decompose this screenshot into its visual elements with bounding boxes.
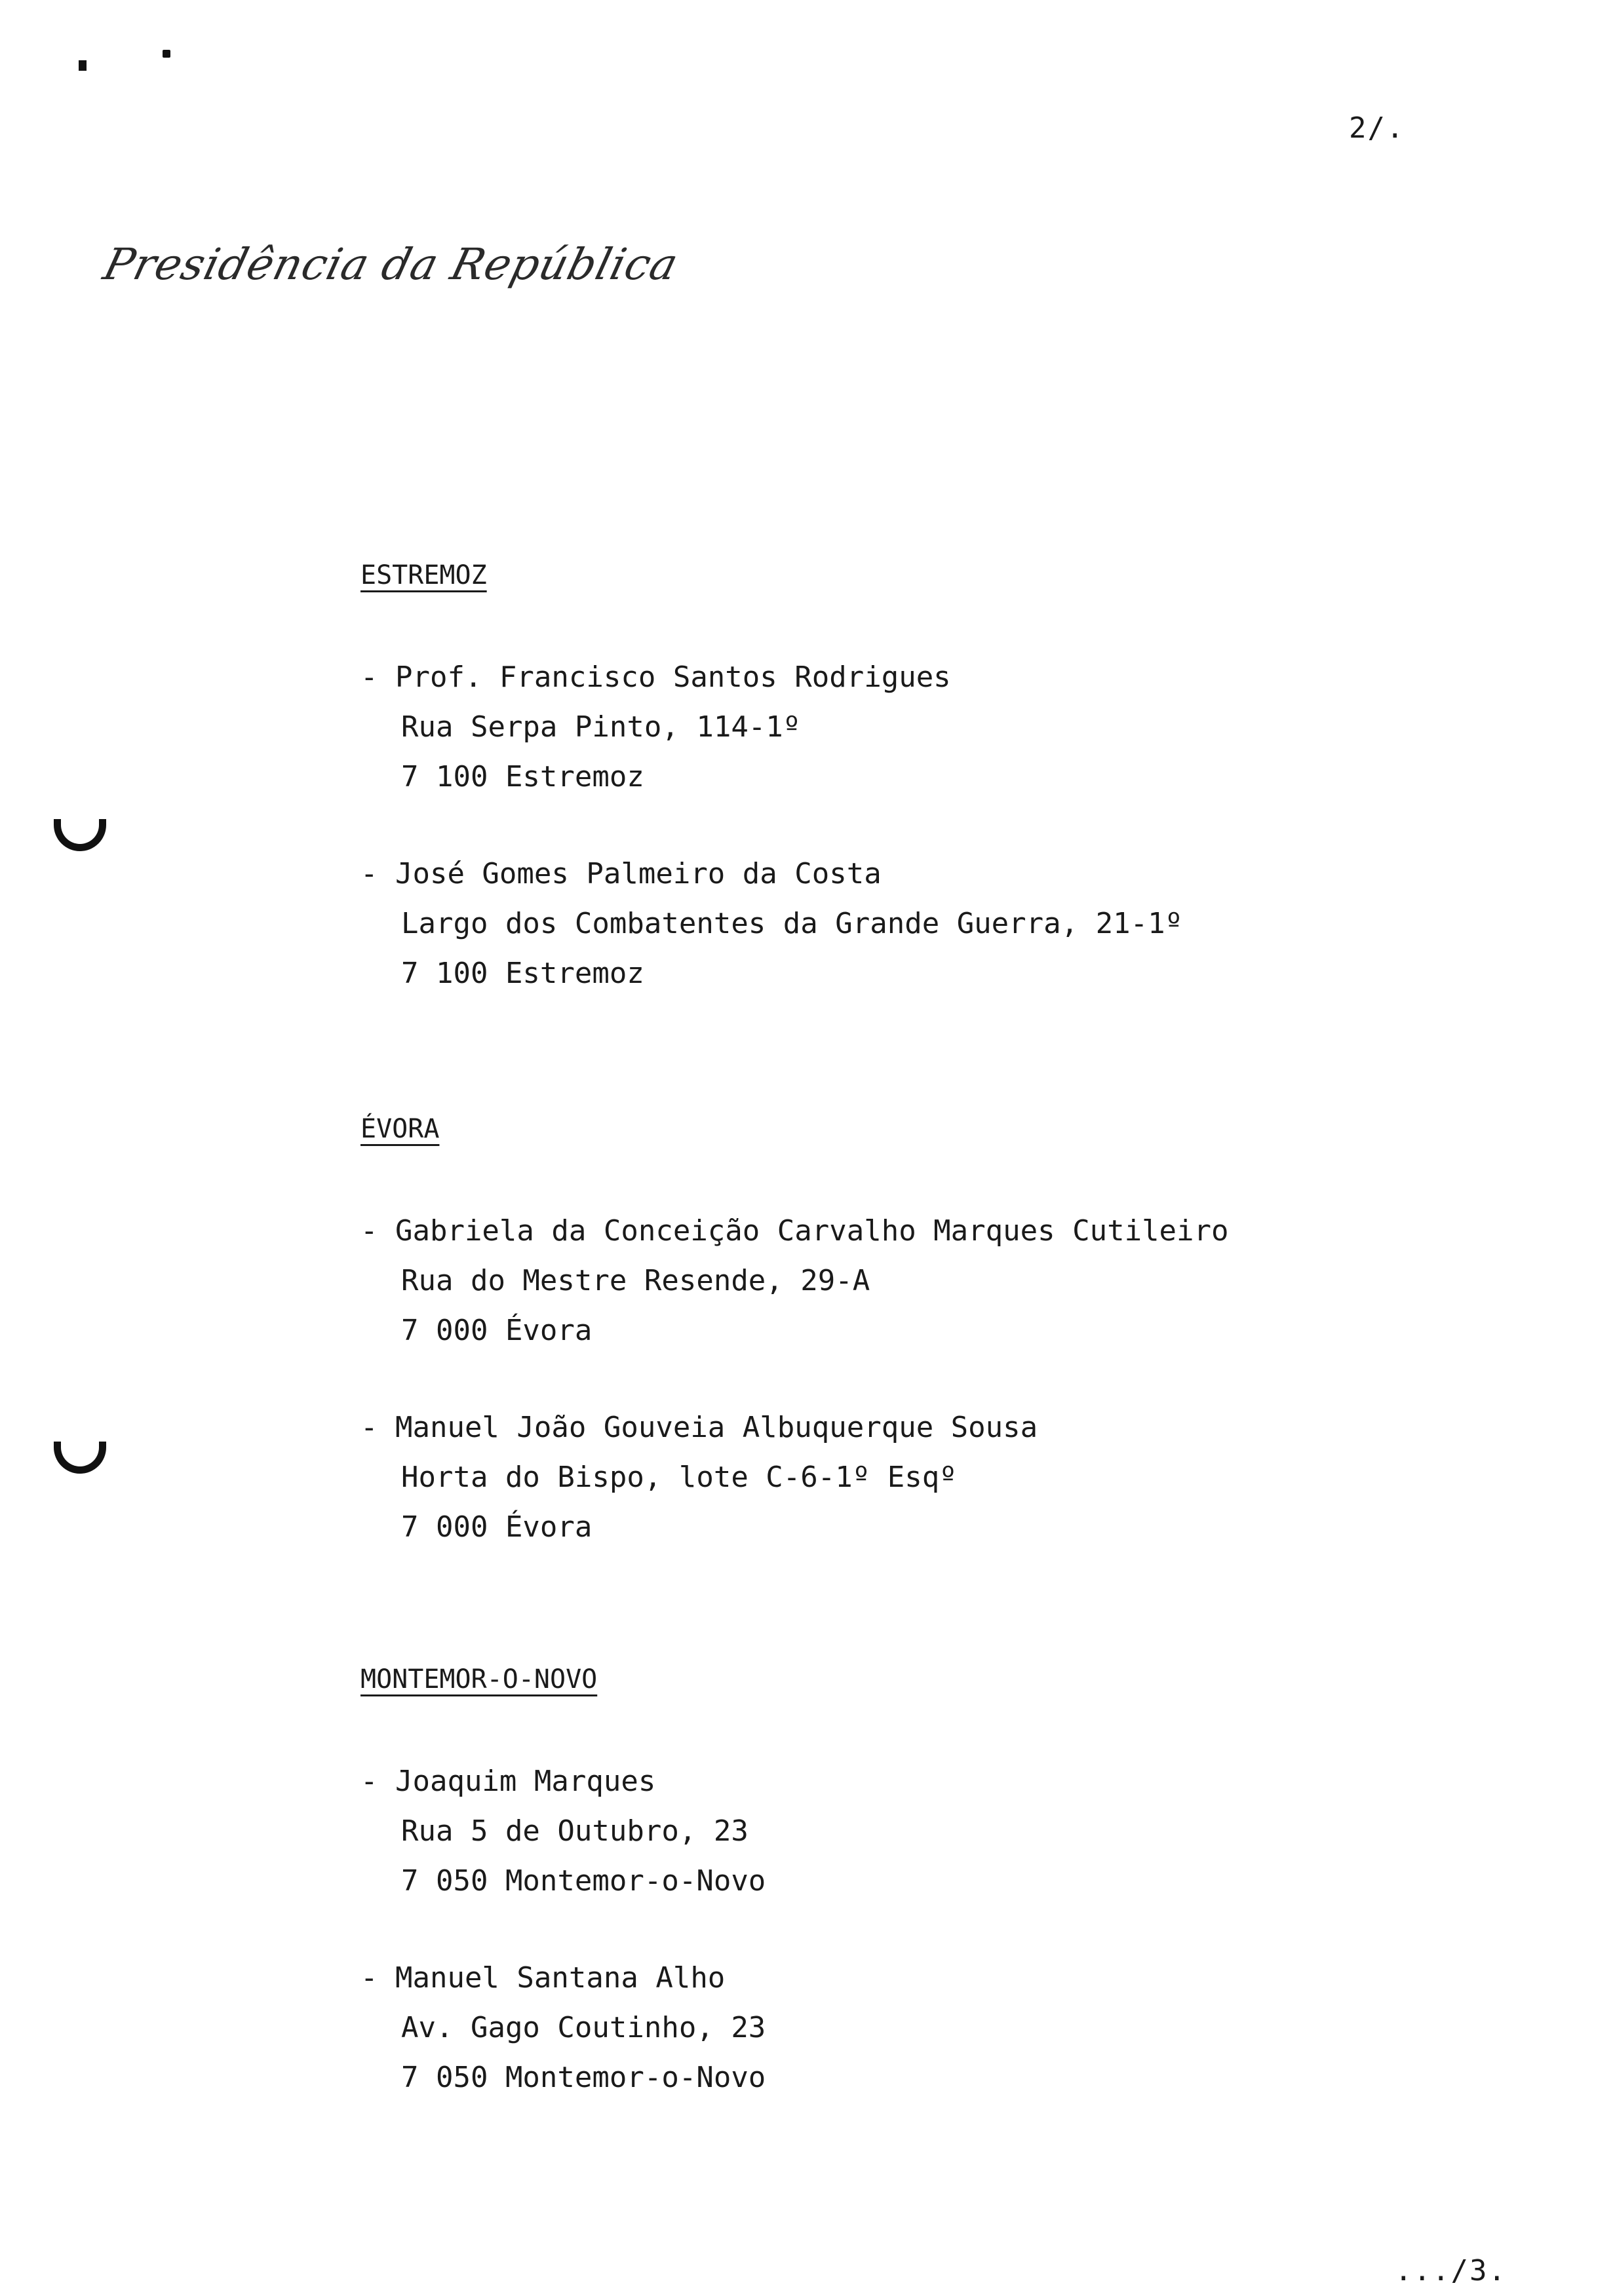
entry-name: - Manuel Santana Alho (360, 1953, 1508, 2003)
section-heading: MONTEMOR-O-NOVO (360, 1664, 598, 1694)
entry-postal: 7 100 Estremoz (401, 760, 644, 794)
entry-address: Rua 5 de Outubro, 23 (401, 1814, 749, 1848)
scan-speck (79, 60, 87, 71)
entry-address: Horta do Bispo, lote C-6-1º Esqº (401, 1461, 957, 1494)
continuation-marker: .../3. (1395, 2254, 1507, 2287)
entry-postal: 7 100 Estremoz (401, 957, 644, 990)
check-mark (54, 819, 106, 851)
section-estremoz (360, 560, 1508, 1046)
check-mark (54, 1442, 106, 1474)
address-entry (360, 653, 1508, 802)
address-entry (360, 849, 1508, 999)
entry-postal: 7 000 Évora (401, 1314, 593, 1347)
letterhead: Presidência da República (98, 239, 684, 290)
entry-name: - Manuel João Gouveia Albuquerque Sousa (360, 1403, 1508, 1453)
scan-speck (163, 50, 170, 58)
entry-name: - Gabriela da Conceição Carvalho Marques Cutileiro (360, 1206, 1508, 1256)
entry-postal: 7 000 Évora (401, 1510, 593, 1544)
entry-address: Rua Serpa Pinto, 114-1º (401, 710, 801, 744)
section-heading: ESTREMOZ (360, 560, 487, 590)
section-evora (360, 1114, 1508, 1599)
entry-name: - José Gomes Palmeiro da Costa (360, 849, 1508, 899)
entry-postal: 7 050 Montemor-o-Novo (401, 1864, 766, 1898)
entry-address: Av. Gago Coutinho, 23 (401, 2011, 766, 2044)
section-montemor-o-novo (360, 1664, 1508, 2150)
address-entry (360, 1403, 1508, 1552)
entry-address: Rua do Mestre Resende, 29-A (401, 1264, 870, 1297)
section-heading: ÉVORA (360, 1114, 440, 1144)
address-entry (360, 1953, 1508, 2103)
entry-name: - Prof. Francisco Santos Rodrigues (360, 653, 1508, 702)
page-number: 2/. (1349, 111, 1405, 145)
entry-name: - Joaquim Marques (360, 1757, 1508, 1807)
entry-address: Largo dos Combatentes da Grande Guerra, 21-1º (401, 907, 1183, 940)
address-entry (360, 1206, 1508, 1356)
entry-postal: 7 050 Montemor-o-Novo (401, 2061, 766, 2094)
address-entry (360, 1757, 1508, 1906)
